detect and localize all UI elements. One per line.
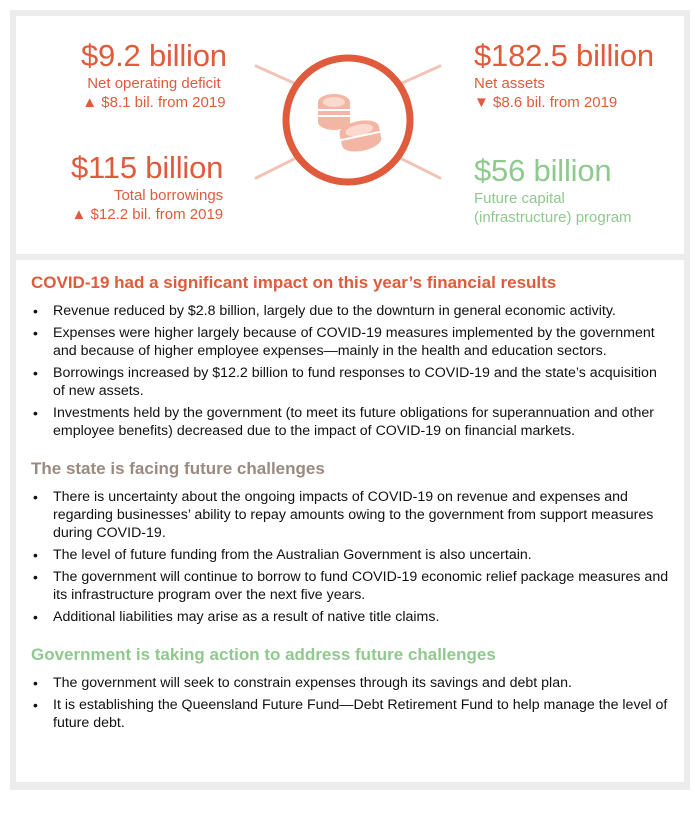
stat-label-line1: Future capital	[474, 190, 565, 207]
section-heading: Government is taking action to address future challenges	[31, 645, 496, 664]
stat-value: $115 billion	[71, 150, 224, 185]
stat-value: $9.2 billion	[81, 38, 227, 73]
stat-label: Total borrowings	[113, 187, 224, 204]
stat-change: ▲ $12.2 bil. from 2019	[71, 206, 224, 223]
list-item: • Borrowings increased by $12.2 billion to fund responses to COVID-19 and the state’s acquisition of new assets.	[31, 364, 671, 400]
stat-value: $56 billion	[474, 153, 612, 188]
section-heading: COVID-19 had a significant impact on this year’s financial results	[31, 273, 557, 292]
bullet-list	[31, 302, 671, 440]
stat-label-line2: (infrastructure) program	[474, 209, 632, 226]
list-item: • It is establishing the Queensland Future Fund—Debt Retirement Fund to help manage the level of future debt.	[31, 696, 671, 732]
stat-label: Net assets	[474, 75, 545, 92]
stat-change: ▲ $8.1 bil. from 2019	[82, 94, 226, 111]
list-item: • The government will continue to borrow to fund COVID-19 economic relief package measures and its infrastructure program over the next five years.	[31, 568, 671, 604]
stat-value: $182.5 billion	[474, 38, 654, 73]
stat-label: Net operating deficit	[87, 75, 221, 92]
bullet-list	[31, 488, 671, 626]
list-item: • The government will seek to constrain expenses through its savings and debt plan.	[31, 674, 671, 692]
stat-net-operating-deficit	[81, 38, 227, 112]
list-item: • Revenue reduced by $2.8 billion, largely due to the downturn in general economic activity.	[31, 302, 671, 320]
section-heading: The state is facing future challenges	[31, 459, 325, 478]
section-covid-impact	[31, 272, 671, 440]
section-government-action	[31, 644, 671, 732]
section-future-challenges	[31, 458, 671, 626]
summary-content	[31, 272, 671, 736]
stat-change: ▼ $8.6 bil. from 2019	[474, 94, 618, 111]
stat-net-assets	[474, 38, 654, 112]
list-item: • Investments held by the government (to meet its future obligations for superannuation and other employee benefits) decreased due to the impact of COVID-19 on financial markets.	[31, 404, 671, 440]
coins-emblem	[248, 50, 448, 220]
list-item: • The level of future funding from the Australian Government is also uncertain.	[31, 546, 671, 564]
list-item: • Expenses were higher largely because of COVID-19 measures implemented by the government and because of higher employee expenses—mainly in the health and education sectors.	[31, 324, 671, 360]
stat-total-borrowings	[71, 150, 223, 224]
bullet-list	[31, 674, 671, 732]
list-item: • There is uncertainty about the ongoing impacts of COVID-19 on revenue and expenses and regarding businesses’ ability to repay amounts owing to the government from support measures during COVID-19.	[31, 488, 671, 542]
list-item: • Additional liabilities may arise as a result of native title claims.	[31, 608, 671, 626]
stat-future-capital-program	[474, 153, 632, 227]
